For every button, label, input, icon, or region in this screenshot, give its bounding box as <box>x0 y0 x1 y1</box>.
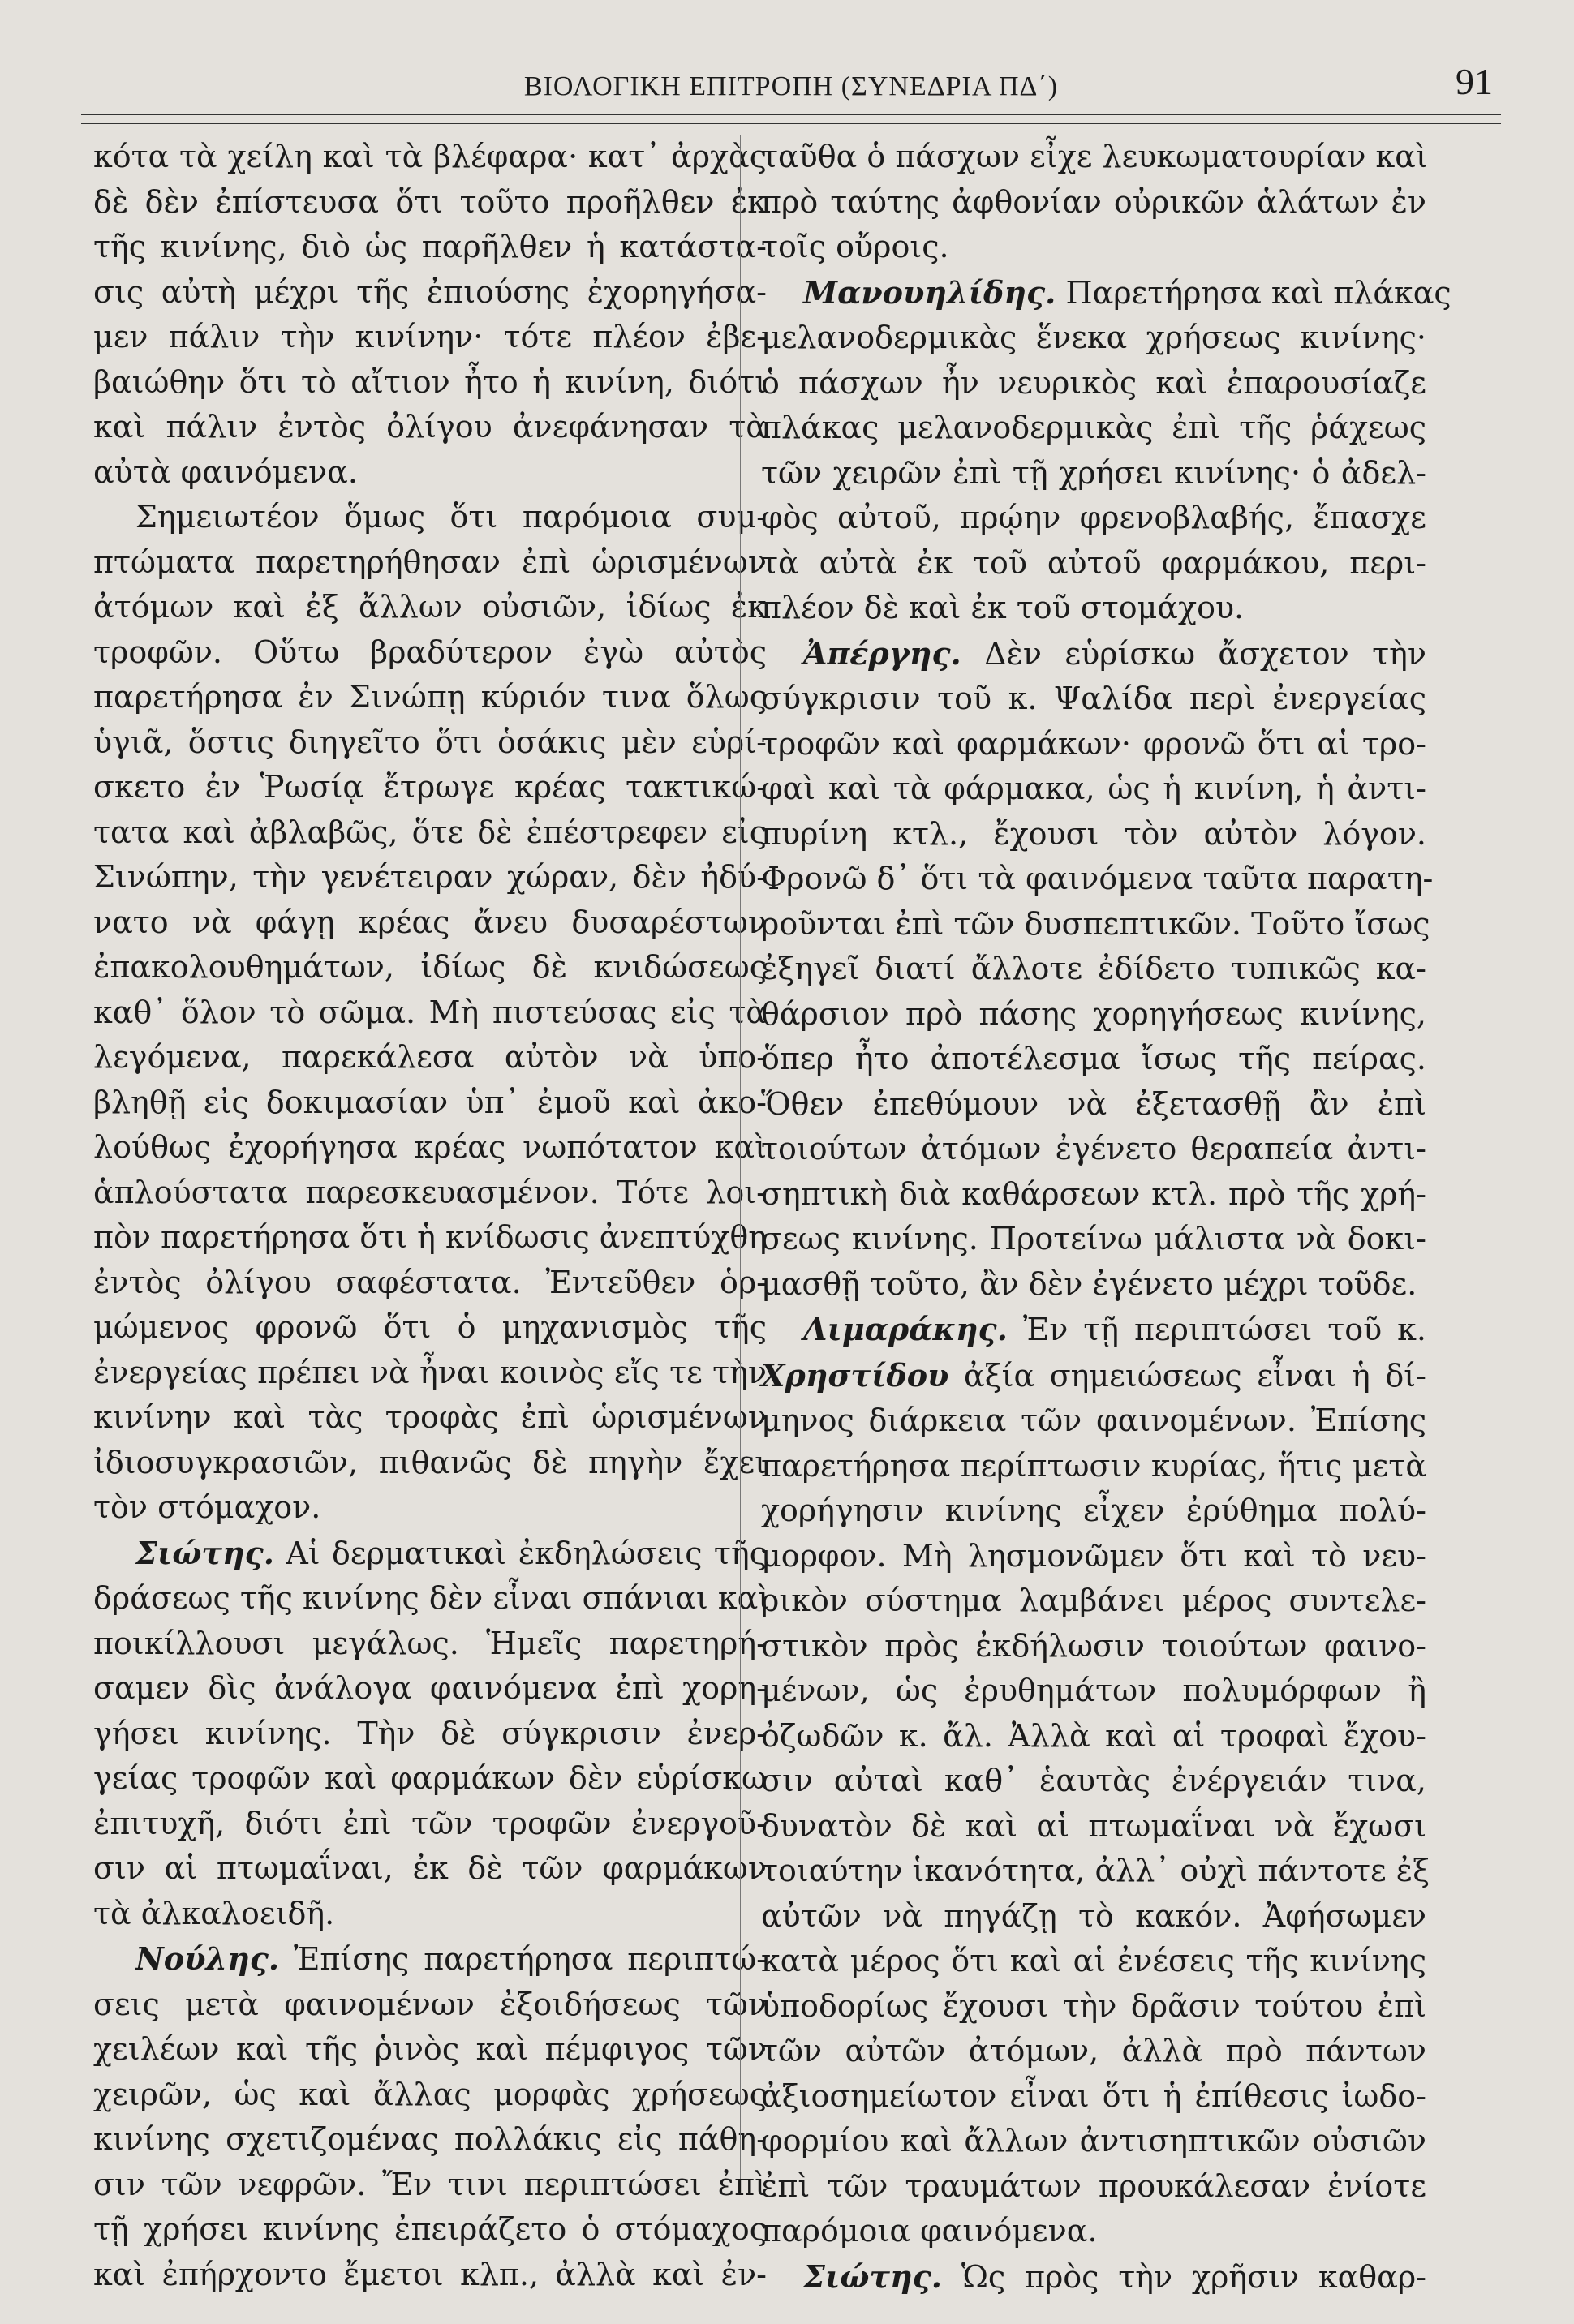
text-line <box>761 586 1426 631</box>
line-text: σιν τῶν νεφρῶν. Ἔν τινι περιπτώσει ἐπὶ <box>93 2166 767 2202</box>
line-text: βληθῇ εἰς δοκιμασίαν ὑπ᾽ ἐμοῦ καὶ ἀκο- <box>93 1084 767 1120</box>
text-line <box>761 1262 1426 1308</box>
text-line <box>761 406 1426 451</box>
text-line <box>761 992 1426 1037</box>
line-text: ὁ πάσχων ἦν νευρικὸς καὶ ἐπαρουσίαζε <box>761 364 1426 401</box>
header-rule <box>81 114 1501 115</box>
line-text: φαὶ καὶ τὰ φάρμακα, ὡς ἡ κινίνη, ἡ ἀντι- <box>761 771 1426 806</box>
text-line <box>93 1441 767 1486</box>
text-line <box>93 855 767 900</box>
text-line <box>93 1756 767 1802</box>
line-text: πλάκας μελανοδερμικὰς ἐπὶ τῆς ῥάχεως <box>761 410 1426 445</box>
line-text: κινίνης σχετιζομένας πολλάκις εἰς πάθη- <box>93 2121 767 2157</box>
line-text: καθ᾽ ὅλον τὸ σῶμα. Μὴ πιστεύσας εἰς τὰ <box>93 994 767 1030</box>
speaker-name: Λιμαράκης. <box>803 1311 1008 1347</box>
text-line <box>761 1037 1426 1082</box>
text-line <box>761 1669 1426 1714</box>
line-text: ὑγιᾶ, ὅστις διηγεῖτο ὅτι ὁσάκις μὲν εὑρί- <box>93 724 767 760</box>
line-text: μασθῇ τοῦτο, ἂν δὲν ἐγένετο μέχρι τοῦδε. <box>761 1265 1417 1302</box>
text-line <box>93 1531 767 1577</box>
line-text: Σινώπην, τὴν γενέτειραν χώραν, δὲν ἠδύ- <box>93 859 767 895</box>
text-line <box>761 2164 1426 2210</box>
text-line <box>93 360 767 406</box>
line-text: δράσεως τῆς κινίνης δὲν εἶναι σπάνιαι καὶ <box>93 1580 771 1616</box>
line-text: σαμεν δὶς ἀνάλογα φαινόμενα ἐπὶ χορη- <box>93 1670 767 1706</box>
text-line <box>93 180 767 226</box>
column-divider <box>740 135 741 2179</box>
text-line <box>761 2254 1426 2300</box>
speaker-name: Νούλης. <box>135 1940 280 1977</box>
text-line <box>761 1849 1430 1894</box>
text-line <box>93 1395 767 1441</box>
line-text: σεως κινίνης. Προτείνω μάλιστα νὰ δοκι- <box>761 1221 1426 1257</box>
line-text: χειλέων καὶ τῆς ῥινὸς καὶ πέμφιγος τῶν <box>93 2031 767 2067</box>
line-text: ἐνεργείας πρέπει νὰ ἦναι κοινὸς εἴς τε τὴν <box>93 1354 767 1390</box>
line-text: στικὸν πρὸς ἐκδήλωσιν τοιούτων φαινο- <box>761 1627 1426 1664</box>
text-line <box>93 1892 767 1937</box>
text-line <box>761 135 1426 180</box>
text-line <box>761 316 1426 361</box>
text-line <box>93 2073 767 2118</box>
line-text: Παρετήρησα καὶ πλάκας <box>1056 274 1451 311</box>
line-text: πρὸ ταύτης ἀφθονίαν οὐρικῶν ἁλάτων ἐν <box>761 183 1426 220</box>
text-line <box>761 2119 1426 2164</box>
text-line <box>93 1215 767 1261</box>
line-text: ἐξηγεῖ διατί ἄλλοτε ἐδίδετο τυπικῶς κα- <box>761 951 1426 986</box>
text-line <box>93 2207 767 2253</box>
text-line <box>761 857 1434 902</box>
text-line <box>93 675 767 720</box>
text-line <box>93 405 767 450</box>
left-column <box>93 135 771 2297</box>
text-line <box>761 1398 1426 1444</box>
line-text: Ὅθεν ἐπεθύμουν νὰ ἐξετασθῇ ἂν ἐπὶ <box>761 1085 1426 1122</box>
text-line <box>93 450 767 496</box>
text-line <box>761 270 1451 316</box>
line-text: νατο νὰ φάγῃ κρέας ἄνευ δυσαρέστων <box>93 904 767 940</box>
text-line <box>761 947 1426 992</box>
line-text: ἁπλούστατα παρεσκευασμένον. Τότε λοι- <box>93 1174 767 1210</box>
text-line <box>93 1080 767 1126</box>
line-text: μώμενος φρονῶ ὅτι ὁ μηχανισμὸς τῆς <box>93 1309 767 1345</box>
line-text: ροῦνται ἐπὶ τῶν δυσπεπτικῶν. Τοῦτο ἴσως <box>761 905 1430 942</box>
line-text: ρικὸν σύστημα λαμβάνει μέρος συντελε- <box>761 1583 1426 1618</box>
line-text: τροφῶν. Οὕτω βραδύτερον ἐγὼ αὐτὸς <box>93 634 767 670</box>
line-text: ἐντὸς ὀλίγου σαφέστατα. Ἐντεῦθεν ὁρ- <box>93 1264 767 1300</box>
line-text: καὶ ἐπήρχοντο ἔμετοι κλπ., ἀλλὰ καὶ ἐν- <box>93 2256 767 2292</box>
text-line <box>93 270 767 316</box>
text-line <box>93 765 767 810</box>
line-text: Φρονῶ δ᾽ ὅτι τὰ φαινόμενα ταῦτα παρατη- <box>761 861 1434 896</box>
text-line <box>93 630 767 676</box>
line-text: πτώματα παρετηρήθησαν ἐπὶ ὡρισμένων <box>93 543 767 580</box>
line-text: καὶ πάλιν ἐντὸς ὀλίγου ἀνεφάνησαν τὰ <box>93 409 767 445</box>
line-text: μένων, ὡς ἐρυθημάτων πολυμόρφων ἢ <box>761 1673 1426 1708</box>
text-line <box>761 2029 1426 2074</box>
text-line <box>761 1444 1426 1489</box>
line-text: λούθως ἐχορήγησα κρέας νωπότατον καὶ <box>93 1129 767 1165</box>
text-line <box>93 2117 767 2163</box>
right-column <box>761 135 1451 2300</box>
line-text: Δὲν εὑρίσκω ἄσχετον τὴν <box>961 635 1426 672</box>
line-text: πυρίνη κτλ., ἔχουσι τὸν αὐτὸν λόγον. <box>761 815 1426 852</box>
text-line <box>93 945 767 990</box>
line-text: λεγόμενα, παρεκάλεσα αὐτὸν νὰ ὑπο- <box>93 1039 767 1075</box>
text-line <box>93 1802 767 1847</box>
text-line <box>93 1351 767 1396</box>
line-text: τῶν αὐτῶν ἀτόμων, ἀλλὰ πρὸ πάντων <box>761 2033 1426 2068</box>
line-text: ἐπιτυχῆ, διότι ἐπὶ τῶν τροφῶν ἐνεργοῦ- <box>93 1805 767 1841</box>
text-line <box>761 767 1426 812</box>
line-text: μελανοδερμικὰς ἕνεκα χρήσεως κινίνης· <box>761 320 1426 355</box>
text-line <box>93 1846 767 1892</box>
line-text: σιν αἱ πτωμαΐναι, ἐκ δὲ τῶν φαρμάκων <box>93 1850 767 1886</box>
line-text: σις αὐτὴ μέχρι τῆς ἐπιούσης ἐχορηγήσα- <box>93 273 767 310</box>
line-text: ἰδιοσυγκρασιῶν, πιθανῶς δὲ πηγὴν ἔχει <box>93 1444 767 1480</box>
text-line <box>761 1759 1426 1804</box>
text-line <box>93 720 767 766</box>
text-line <box>761 225 1426 270</box>
text-line <box>93 135 767 180</box>
line-text: μηνος διάρκεια τῶν φαινομένων. Ἐπίσης <box>761 1403 1426 1438</box>
line-text: σκετο ἐν Ῥωσίᾳ ἔτρωγε κρέας τακτικώ- <box>93 769 767 805</box>
text-line <box>761 1714 1426 1759</box>
line-text: ταῦθα ὁ πάσχων εἶχε λευκωματουρίαν καὶ <box>761 139 1428 174</box>
line-text: χορήγησιν κινίνης εἶχεν ἐρύθημα πολύ- <box>761 1493 1426 1528</box>
speaker-name: Χρηστίδου <box>761 1356 949 1394</box>
line-text: ἐπὶ τῶν τραυμάτων προυκάλεσαν ἐνίοτε <box>761 2167 1426 2204</box>
line-text: φὸς αὐτοῦ, πρῴην φρενοβλαβής, ἔπασχε <box>761 500 1426 535</box>
text-line <box>761 180 1426 226</box>
text-line <box>761 541 1426 586</box>
running-head: ΒΙΟΛΟΓΙΚΗ ΕΠΙΤΡΟΠΗ (ΣΥΝΕΔΡΙΑ ΠΔ΄) <box>523 71 1059 101</box>
line-text: τοιούτων ἀτόμων ἐγένετο θεραπεία ἀντι- <box>761 1131 1426 1166</box>
text-line <box>761 1894 1426 1940</box>
line-text: τοῖς οὔροις. <box>761 229 949 264</box>
line-text: τῆς κινίνης, διὸ ὡς παρῆλθεν ἡ κατάστα- <box>93 229 767 264</box>
page-header <box>81 57 1501 105</box>
text-line <box>93 1712 767 1757</box>
text-line <box>761 902 1430 947</box>
line-text: φορμίου καὶ ἄλλων ἀντισηπτικῶν οὐσιῶν <box>761 2123 1426 2159</box>
line-text: ποικίλλουσι μεγάλως. Ἡμεῖς παρετηρή- <box>93 1625 767 1661</box>
line-text: Ὡς πρὸς τὴν χρῆσιν καθαρ- <box>942 2258 1426 2295</box>
speaker-name: Ἀπέργης. <box>803 634 961 672</box>
text-line <box>761 1939 1426 1984</box>
text-line <box>93 1305 767 1351</box>
text-line <box>761 2074 1426 2120</box>
line-text: Ἐπίσης παρετήρησα περιπτώ- <box>279 1941 767 1977</box>
text-line <box>761 2209 1426 2254</box>
line-text: παρετήρησα ἐν Σινώπῃ κύριόν τινα ὅλως <box>93 679 767 715</box>
text-line <box>93 900 767 946</box>
line-text: ἀξία σημειώσεως εἶναι ἡ δί- <box>948 1357 1426 1394</box>
text-line <box>93 225 767 270</box>
line-text: κινίνην καὶ τὰς τροφὰς ἐπὶ ὡρισμένων <box>93 1399 767 1435</box>
line-text: τῶν χειρῶν ἐπὶ τῇ χρήσει κινίνης· ὁ ἀδελ- <box>761 454 1426 491</box>
line-text: ὅπερ ἦτο ἀποτέλεσμα ἴσως τῆς πείρας. <box>761 1041 1426 1076</box>
line-text: Αἱ δερματικαὶ ἐκδηλώσεις τῆς <box>274 1535 767 1571</box>
line-text: πὸν παρετήρησα ὅτι ἡ κνίδωσις ἀνεπτύχθη <box>93 1219 768 1255</box>
text-line <box>761 1804 1426 1849</box>
text-line <box>93 1982 767 2028</box>
text-line <box>93 585 767 630</box>
text-line <box>93 540 767 586</box>
line-text: ὑποδορίως ἔχουσι τὴν δρᾶσιν τούτου ἐπὶ <box>761 1987 1426 2024</box>
text-line <box>93 1576 771 1622</box>
text-line <box>761 1624 1426 1669</box>
line-text: παρόμοια φαινόμενα. <box>761 2213 1098 2249</box>
text-line <box>93 2027 767 2073</box>
line-text: μορφον. Μὴ λησμονῶμεν ὅτι καὶ τὸ νευ- <box>761 1537 1426 1574</box>
speaker-name: Σιώτης. <box>135 1534 274 1571</box>
line-text: πλέον δὲ καὶ ἐκ τοῦ στομάχου. <box>761 590 1245 625</box>
line-text: γήσει κινίνης. Τὴν δὲ σύγκρισιν ἐνερ- <box>93 1715 767 1751</box>
line-text: τὸν στόμαχον. <box>93 1489 321 1525</box>
line-text: παρετήρησα περίπτωσιν κυρίας, ἥτις μετὰ <box>761 1447 1426 1484</box>
text-line <box>93 1622 767 1667</box>
line-text: κατὰ μέρος ὅτι καὶ αἱ ἐνέσεις τῆς κινίνης <box>761 1943 1426 1978</box>
speaker-name: Σιώτης. <box>803 2257 942 2295</box>
line-text: βαιώθην ὅτι τὸ αἴτιον ἦτο ἡ κινίνη, διότι <box>93 363 767 400</box>
line-text: ἀτόμων καὶ ἐξ ἄλλων οὐσιῶν, ἰδίως ἐκ <box>93 589 767 625</box>
text-line <box>761 631 1426 677</box>
text-line <box>761 1579 1426 1624</box>
text-line <box>761 812 1426 857</box>
text-line <box>93 2163 767 2208</box>
line-text: δὲ δὲν ἐπίστευσα ὅτι τοῦτο προῆλθεν ἐκ <box>93 183 767 220</box>
line-text: ὀζωδῶν κ. ἄλ. Ἀλλὰ καὶ αἱ τροφαὶ ἔχου- <box>761 1717 1426 1754</box>
line-text: σηπτικὴ διὰ καθάρσεων κτλ. πρὸ τῆς χρή- <box>761 1175 1426 1212</box>
line-text: αὐτῶν νὰ πηγάζῃ τὸ κακόν. Ἀφήσωμεν <box>761 1897 1426 1934</box>
line-text: τατα καὶ ἀβλαβῶς, ὅτε δὲ ἐπέστρεφεν εἰς <box>93 814 767 850</box>
text-line <box>93 1485 767 1531</box>
text-line <box>761 1172 1426 1218</box>
line-text: Ἐν τῇ περιπτώσει τοῦ κ. <box>1007 1312 1426 1347</box>
page-number: 91 <box>1456 61 1493 102</box>
line-text: Σημειωτέον ὅμως ὅτι παρόμοια συμ- <box>135 499 767 535</box>
text-line <box>761 1217 1426 1262</box>
line-text: τοιαύτην ἱκανότητα, ἀλλ᾽ οὐχὶ πάντοτε ἐξ <box>761 1853 1430 1888</box>
text-line <box>761 1353 1426 1399</box>
line-text: τῇ χρήσει κινίνης ἐπειράζετο ὁ στόμαχος <box>93 2211 767 2247</box>
text-line <box>93 1125 767 1171</box>
text-line <box>761 677 1426 722</box>
header-rule-thin <box>81 123 1501 124</box>
line-text: ἐπακολουθημάτων, ἰδίως δὲ κνιδώσεως <box>93 949 767 985</box>
line-text: τὰ ἀλκαλοειδῆ. <box>93 1895 335 1931</box>
text-line <box>93 810 767 856</box>
line-text: δυνατὸν δὲ καὶ αἱ πτωμαΐναι νὰ ἔχωσι <box>761 1807 1426 1844</box>
text-line <box>93 495 767 540</box>
line-text: τροφῶν καὶ φαρμάκων· φρονῶ ὅτι αἱ τρο- <box>761 725 1426 762</box>
text-line <box>93 1261 767 1306</box>
line-text: κότα τὰ χείλη καὶ τὰ βλέφαρα· κατ᾽ ἀρχὰς <box>93 139 767 174</box>
text-line <box>761 1307 1426 1353</box>
text-line <box>761 1488 1426 1534</box>
text-line <box>93 1666 767 1712</box>
line-text: γείας τροφῶν καὶ φαρμάκων δὲν εὑρίσκω <box>93 1760 767 1796</box>
text-line <box>93 990 767 1036</box>
text-line <box>761 496 1426 541</box>
line-text: σιν αὐταὶ καθ᾽ ἑαυτὰς ἐνέργειάν τινα, <box>761 1763 1426 1798</box>
speaker-name: Μανουηλίδης. <box>803 273 1056 311</box>
text-line <box>93 315 767 360</box>
line-text: τὰ αὐτὰ ἐκ τοῦ αὐτοῦ φαρμάκου, περι- <box>761 544 1426 581</box>
text-line <box>93 1936 767 1982</box>
line-text: ἀξιοσημείωτον εἶναι ὅτι ἡ ἐπίθεσις ἰωδο- <box>761 2077 1426 2114</box>
text-line <box>93 1171 767 1216</box>
text-line <box>761 722 1426 767</box>
text-line <box>93 1035 767 1080</box>
text-line <box>761 451 1426 496</box>
line-text: θάρσιον πρὸ πάσης χορηγήσεως κινίνης, <box>761 995 1426 1032</box>
text-line <box>761 1534 1426 1579</box>
line-text: σεις μετὰ φαινομένων ἐξοιδήσεως τῶν <box>93 1986 767 2022</box>
line-text: σύγκρισιν τοῦ κ. Ψαλίδα περὶ ἐνεργείας <box>761 681 1426 716</box>
text-line <box>93 2253 767 2298</box>
text-line <box>761 1127 1426 1172</box>
text-line <box>761 1082 1426 1128</box>
line-text: χειρῶν, ὡς καὶ ἄλλας μορφὰς χρήσεως <box>93 2076 767 2112</box>
text-line <box>761 361 1426 406</box>
line-text: αὐτὰ φαινόμενα. <box>93 453 358 490</box>
line-text: μεν πάλιν τὴν κινίνην· τότε πλέον ἐβε- <box>93 319 767 354</box>
text-line <box>761 1984 1426 2030</box>
